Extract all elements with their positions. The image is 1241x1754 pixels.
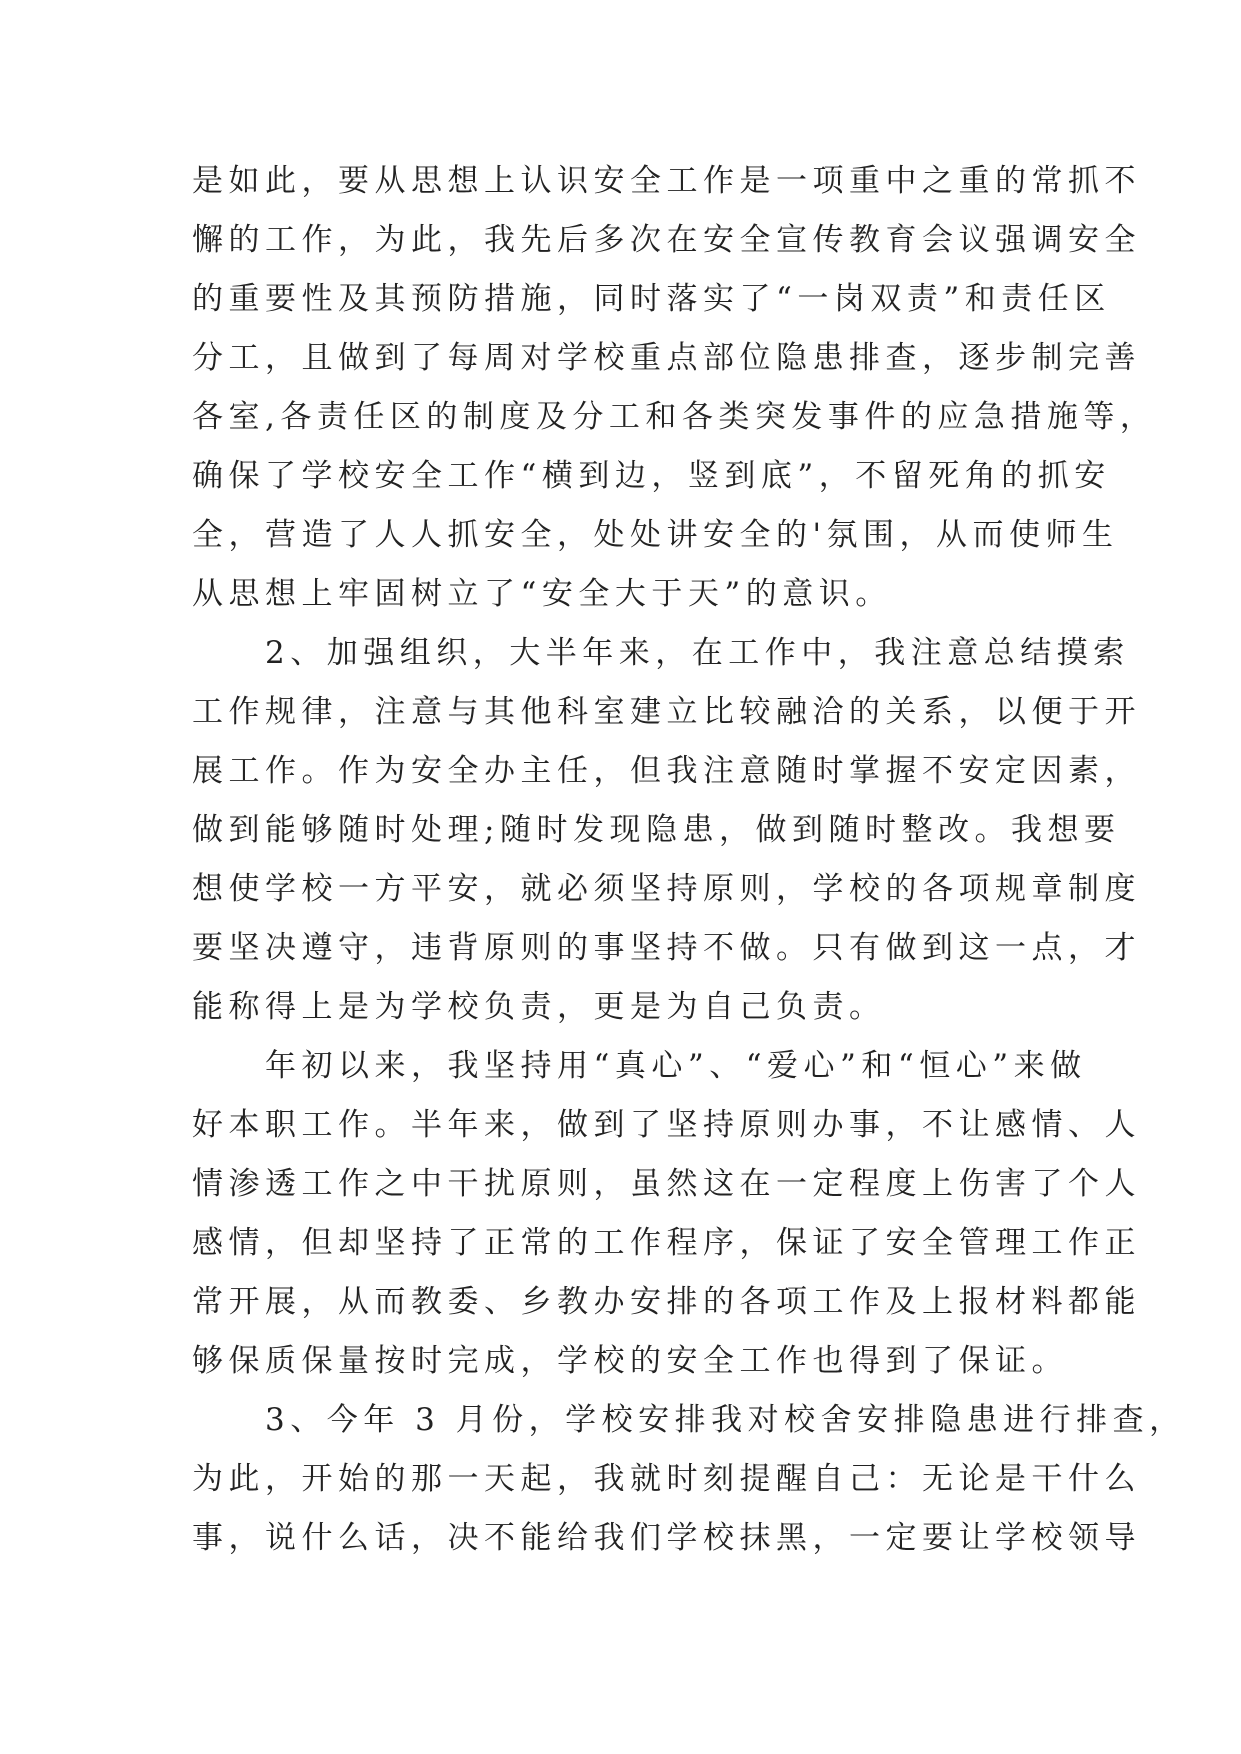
text-line: 懈的工作，为此，我先后多次在安全宣传教育会议强调安全 bbox=[192, 222, 1141, 258]
text-line: 是如此，要从思想上认识安全工作是一项重中之重的常抓不 bbox=[192, 163, 1141, 199]
text-line: 事，说什么话，决不能给我们学校抹黑，一定要让学校领导 bbox=[192, 1520, 1141, 1556]
text-line: 的重要性及其预防措施，同时落实了“一岗双责”和责任区 bbox=[192, 281, 1111, 317]
text-line: 能称得上是为学校负责，更是为自己负责。 bbox=[192, 989, 886, 1025]
text-line: 确保了学校安全工作“横到边，竖到底”，不留死角的抓安 bbox=[192, 458, 1111, 494]
text-line: 3、今年 3 月份，学校安排我对校舍安排隐患进行排查， bbox=[192, 1402, 1186, 1438]
text-line: 各室,各责任区的制度及分工和各类突发事件的应急措施等， bbox=[192, 399, 1157, 435]
text-line: 分工，且做到了每周对学校重点部位隐患排查，逐步制完善 bbox=[192, 340, 1141, 376]
document-body bbox=[192, 152, 1186, 1568]
text-line: 展工作。作为安全办主任，但我注意随时掌握不安定因素， bbox=[192, 753, 1141, 789]
text-line: 年初以来，我坚持用“真心”、“爱心”和“恒心”来做 bbox=[192, 1048, 1087, 1084]
text-line: 做到能够随时处理;随时发现隐患，做到随时整改。我想要 bbox=[192, 812, 1121, 848]
text-line: 2、加强组织，大半年来，在工作中，我注意总结摸索 bbox=[192, 635, 1130, 671]
text-line: 全，营造了人人抓安全，处处讲安全的'氛围，从而使师生 bbox=[192, 517, 1119, 553]
text-line: 要坚决遵守，违背原则的事坚持不做。只有做到这一点，才 bbox=[192, 930, 1141, 966]
text-line: 够保质保量按时完成，学校的安全工作也得到了保证。 bbox=[192, 1343, 1068, 1379]
text-line: 为此，开始的那一天起，我就时刻提醒自己：无论是干什么 bbox=[192, 1461, 1141, 1497]
text-line: 好本职工作。半年来，做到了坚持原则办事，不让感情、人 bbox=[192, 1107, 1141, 1143]
text-line: 工作规律，注意与其他科室建立比较融洽的关系，以便于开 bbox=[192, 694, 1141, 730]
text-line: 从思想上牢固树立了“安全大于天”的意识。 bbox=[192, 576, 892, 612]
text-line: 常开展，从而教委、乡教办安排的各项工作及上报材料都能 bbox=[192, 1284, 1141, 1320]
text-line: 情渗透工作之中干扰原则，虽然这在一定程度上伤害了个人 bbox=[192, 1166, 1141, 1202]
text-line: 感情，但却坚持了正常的工作程序，保证了安全管理工作正 bbox=[192, 1225, 1141, 1261]
text-line: 想使学校一方平安，就必须坚持原则，学校的各项规章制度 bbox=[192, 871, 1141, 907]
